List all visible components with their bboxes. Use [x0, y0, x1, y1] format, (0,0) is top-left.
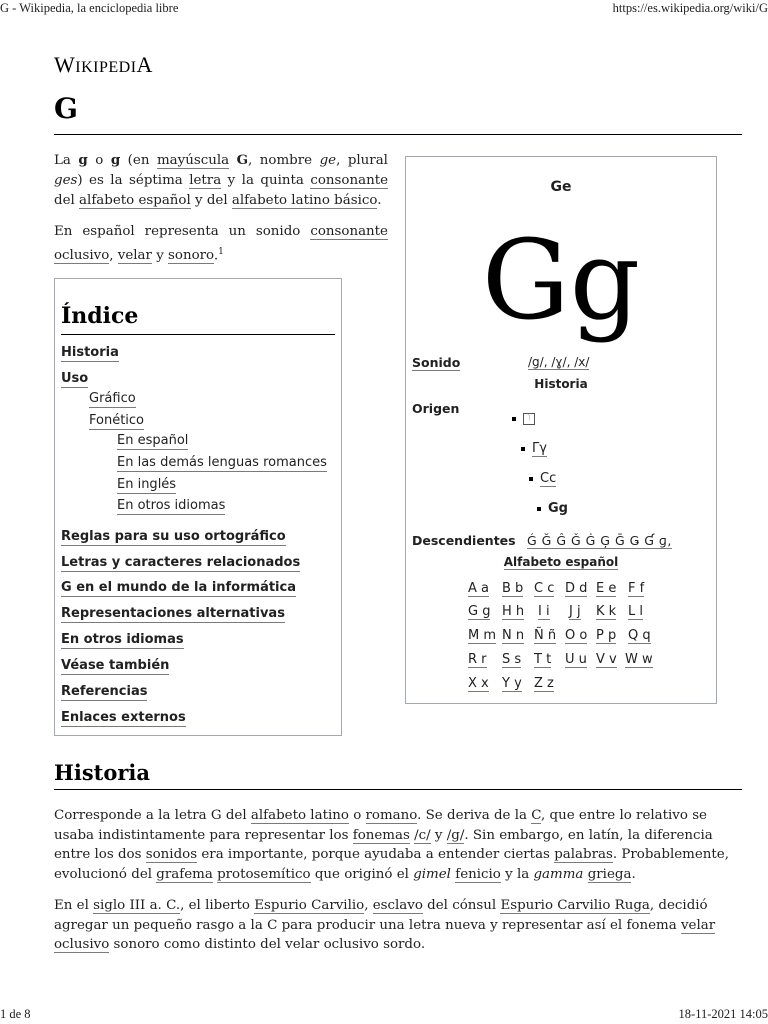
link-espurio-carvilio[interactable]: Espurio Carvilio — [254, 898, 365, 913]
link-alfabeto-latino-basico[interactable]: alfabeto latino básico — [231, 193, 378, 208]
toc-item-representaciones[interactable]: Representaciones alternativas — [61, 606, 285, 621]
print-header-title: G - Wikipedia, la enciclopedia libre — [0, 1, 179, 15]
historia-paragraph-1: Corresponde a la letra G del alfabeto latino o romano. Se deriva de la C, que entre lo relativo se usaba indistintamente para representar los fonemas /c/ y /g/. Sin embargo, en latín, la diferencia entre los dos sonidos era importante, porque ayudaba a entender ciertas palabras. Probablemente, evolucionó del grafema protosemítico que originó el gimel fenicio y la gamma griega. — [54, 808, 729, 882]
historia-paragraph-2: En el siglo III a. C., el liberto Espurio Carvilio, esclavo del cónsul Espurio Carvilio Ruga, decidió agregar un pequeño rasgo a la C para producir una letra nueva y representar así el fonema velar oclusivo sonoro como distinto del velar oclusivo sordo. — [54, 898, 716, 952]
link-consonante-oclusivo[interactable]: consonante oclusivo — [54, 224, 388, 264]
print-header — [0, 0, 768, 16]
toc-item-en-ingles[interactable]: En inglés — [117, 477, 177, 492]
alfabeto-letter[interactable]: U u — [565, 652, 587, 667]
alfabeto-letter[interactable]: Z z — [534, 676, 554, 691]
sonido-label[interactable]: Sonido — [412, 355, 461, 370]
toc-item-enlaces-externos[interactable]: Enlaces externos — [61, 710, 186, 725]
toc-item-reglas[interactable]: Reglas para su uso ortográfico — [61, 529, 286, 544]
alfabeto-letter[interactable]: J j — [569, 604, 581, 619]
alfabeto-letter[interactable]: R r — [468, 652, 487, 667]
alfabeto-letter[interactable]: I i — [538, 604, 550, 619]
alfabeto-letter[interactable]: F f — [628, 581, 645, 596]
wikipedia-logo[interactable]: WIKIPEDIA — [54, 52, 153, 77]
print-timestamp: 18-11-2021 14:05 — [678, 1007, 768, 1021]
link-alfabeto-espanol[interactable]: alfabeto español — [79, 193, 191, 208]
origen-item-hieroglyph[interactable] — [512, 411, 535, 426]
descendientes-value[interactable]: Ǵ Ğ Ĝ Ǧ Ġ Ģ Ḡ Ǥ Ɠ ɡ, — [527, 533, 672, 548]
infobox-letter-glyph: Gg — [481, 216, 641, 344]
toc-item-en-otros-idiomas-fonetico[interactable]: En otros idiomas — [117, 498, 226, 513]
link-protosemitico[interactable]: protosemítico — [217, 866, 311, 882]
link-fenicio[interactable]: fenicio — [455, 866, 501, 882]
print-footer — [0, 1008, 768, 1024]
historia-subheading: Historia — [534, 377, 588, 391]
alfabeto-espanol-heading[interactable]: Alfabeto español — [503, 555, 619, 569]
toc-item-en-espanol[interactable]: En español — [117, 433, 189, 448]
alfabeto-letter[interactable]: Q q — [628, 628, 651, 643]
alfabeto-letter[interactable]: W w — [625, 652, 653, 667]
toc-divider — [61, 334, 335, 335]
toc-item-en-otros-idiomas[interactable]: En otros idiomas — [61, 632, 184, 647]
alfabeto-letter[interactable]: V v — [596, 652, 617, 667]
intro-paragraph-2: En español representa un sonido consonante oclusivo, velar y sonoro.$^1$ — [54, 224, 388, 264]
reference-1[interactable]: 1 — [218, 247, 224, 257]
alfabeto-letter[interactable]: M m — [468, 628, 497, 643]
print-header-url: https://es.wikipedia.org/wiki/G — [612, 1, 768, 15]
origen-item-g: Gg — [537, 501, 568, 516]
origen-label: Origen — [412, 401, 460, 416]
alfabeto-letter[interactable]: T t — [534, 652, 552, 667]
link-velar[interactable]: velar — [117, 248, 152, 264]
alfabeto-letter[interactable]: O o — [565, 628, 588, 643]
page-number: 1 de 8 — [0, 1007, 31, 1021]
alfabeto-letter[interactable]: G g — [468, 604, 491, 619]
alfabeto-letter[interactable]: P p — [596, 628, 617, 643]
link-esclavo[interactable]: esclavo — [372, 898, 423, 913]
alfabeto-letter[interactable]: D d — [565, 581, 588, 596]
toc-item-lenguas-romances[interactable]: En las demás lenguas romances — [117, 455, 327, 470]
link-fonemas[interactable]: fonemas — [352, 827, 410, 843]
link-espurio-carvilio-ruga[interactable]: Espurio Carvilio Ruga — [500, 898, 650, 913]
link-romano[interactable]: romano — [365, 808, 418, 823]
letter-infobox — [405, 156, 717, 704]
link-sonidos[interactable]: sonidos — [145, 847, 198, 862]
infobox-title: Ge — [550, 179, 572, 195]
toc-item-informatica[interactable]: G en el mundo de la informática — [61, 580, 296, 595]
alfabeto-letter[interactable]: L l — [628, 604, 643, 619]
page-title: G — [54, 92, 78, 125]
toc-item-fonetico[interactable]: Fonético — [89, 413, 145, 428]
link-letra[interactable]: letra — [189, 173, 222, 188]
alfabeto-letter[interactable]: X x — [468, 676, 489, 691]
title-divider — [54, 134, 742, 135]
table-of-contents — [54, 278, 342, 736]
origen-item-c[interactable]: Cc — [529, 471, 556, 486]
link-c[interactable]: C — [531, 808, 542, 823]
toc-item-uso[interactable]: Uso — [61, 371, 89, 386]
toc-item-referencias[interactable]: Referencias — [61, 684, 148, 699]
link-velar-oclusivo[interactable]: velar oclusivo — [54, 917, 716, 952]
sonido-value[interactable]: /g/, /ɣ/, /x/ — [528, 355, 590, 369]
hieroglyph-icon: 𓌙 — [523, 413, 535, 425]
link-siglo-iii[interactable]: siglo III a. C. — [93, 898, 181, 913]
alfabeto-letter[interactable]: N n — [502, 628, 525, 643]
alfabeto-letter[interactable]: Y y — [502, 676, 522, 691]
alfabeto-letter[interactable]: K k — [596, 604, 617, 619]
link-mayuscula[interactable]: mayúscula — [156, 153, 230, 168]
intro-paragraph-1: La g o g (en mayúscula G, nombre ge, plural ges) es la séptima letra y la quinta consonante del alfabeto español y del alfabeto latino básico. — [54, 152, 389, 208]
alfabeto-letter[interactable]: C c — [534, 581, 555, 596]
toc-title: Índice — [61, 303, 139, 329]
alfabeto-letter[interactable]: B b — [502, 581, 524, 596]
link-palabras[interactable]: palabras — [554, 847, 613, 862]
link-griega[interactable]: griega — [587, 866, 632, 882]
link-grafema[interactable]: grafema — [156, 866, 213, 882]
descendientes-label: Descendientes — [412, 533, 516, 548]
origen-item-gamma[interactable]: Γγ — [521, 441, 547, 456]
link-sonoro[interactable]: sonoro — [168, 248, 214, 264]
toc-item-historia[interactable]: Historia — [61, 345, 119, 360]
toc-item-vease-tambien[interactable]: Véase también — [61, 658, 170, 673]
link-consonante[interactable]: consonante — [310, 173, 389, 188]
link-alfabeto-latino[interactable]: alfabeto latino — [250, 808, 349, 823]
alfabeto-letter[interactable]: E e — [596, 581, 617, 596]
toc-item-grafico[interactable]: Gráfico — [89, 391, 136, 406]
alfabeto-letter[interactable]: H h — [502, 604, 525, 619]
link-fonema-g[interactable]: /g/ — [446, 827, 465, 843]
link-fonema-c[interactable]: /c/ — [414, 827, 431, 843]
alfabeto-letter[interactable]: S s — [502, 652, 522, 667]
section-divider — [54, 789, 742, 790]
alfabeto-letter[interactable]: Ñ ñ — [534, 628, 557, 643]
toc-item-letras-relacionados[interactable]: Letras y caracteres relacionados — [61, 555, 301, 570]
alfabeto-letter[interactable]: A a — [468, 581, 489, 596]
section-heading-historia: Historia — [54, 760, 150, 785]
